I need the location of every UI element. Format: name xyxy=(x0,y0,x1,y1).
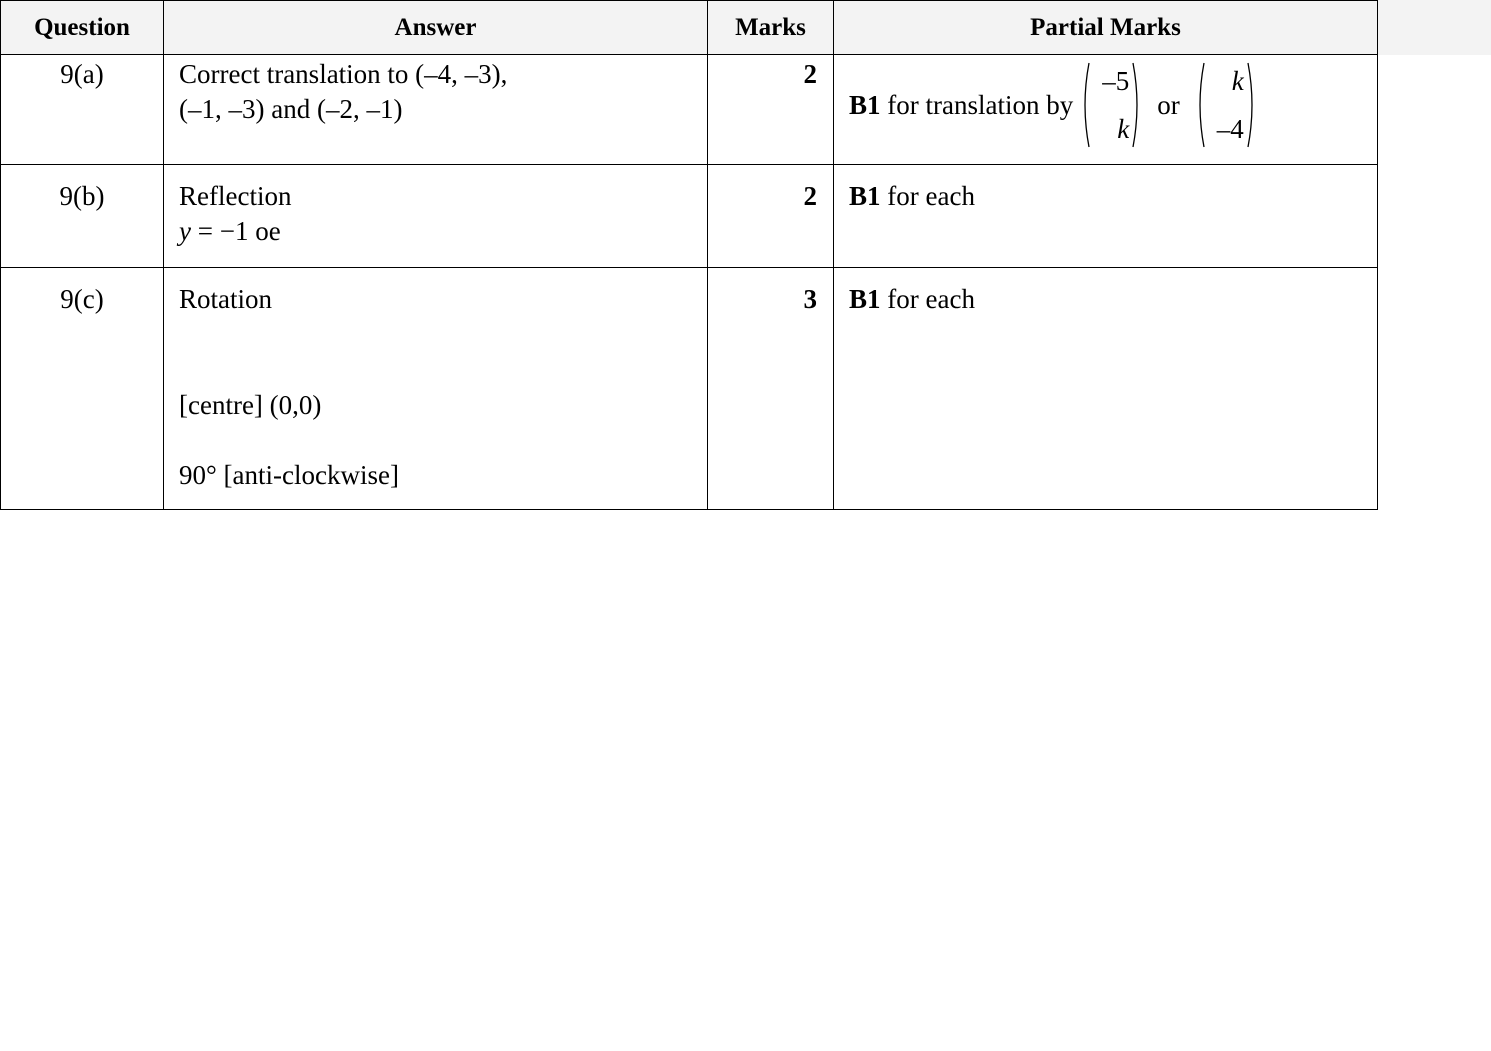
answer-equation-rest: = −1 oe xyxy=(190,216,281,246)
answer-line: [centre] (0,0) xyxy=(179,390,322,420)
column-vector xyxy=(1079,61,1143,149)
answer-variable: y xyxy=(179,216,191,246)
marks-cell xyxy=(708,268,834,510)
mark-scheme-table xyxy=(0,0,1378,510)
partial-marks-cell xyxy=(834,268,1378,510)
answer-line: 90° [anti-clockwise] xyxy=(179,460,399,490)
question-cell xyxy=(1,55,164,165)
question-number: 9(b) xyxy=(59,181,105,211)
column-vector xyxy=(1194,61,1258,149)
header-marks: Marks xyxy=(708,1,834,55)
partial-text: for each xyxy=(887,284,975,314)
answer-line-equation xyxy=(179,214,707,249)
header-partial-marks: Partial Marks xyxy=(834,1,1378,55)
vector-top: –5 xyxy=(1102,66,1130,96)
answer-line: Reflection xyxy=(179,181,292,211)
table-row xyxy=(1,55,1378,165)
answer-cell xyxy=(164,268,708,510)
question-cell xyxy=(1,268,164,510)
question-number: 9(c) xyxy=(60,284,104,314)
right-parenthesis-icon xyxy=(1246,61,1258,149)
partial-text: for translation by xyxy=(887,89,1074,120)
left-parenthesis-icon xyxy=(1079,61,1091,149)
partial-marks-cell xyxy=(834,55,1378,165)
question-number: 9(a) xyxy=(60,59,104,89)
marks-value: 2 xyxy=(803,181,817,211)
marks-value: 3 xyxy=(803,284,817,314)
marks-cell xyxy=(708,55,834,165)
left-parenthesis-icon xyxy=(1194,61,1206,149)
vector-bottom: k xyxy=(1117,114,1130,144)
marks-cell xyxy=(708,165,834,268)
answer-line: Correct translation to (–4, –3), xyxy=(179,59,508,89)
mark-code: B1 xyxy=(849,181,881,211)
header-question: Question xyxy=(1,1,164,55)
table-row xyxy=(1,268,1378,510)
connector-word: or xyxy=(1157,89,1180,120)
marks-value: 2 xyxy=(803,59,817,89)
partial-text: for each xyxy=(887,181,975,211)
header-row xyxy=(1,1,1378,55)
right-parenthesis-icon xyxy=(1131,61,1143,149)
answer-line: (–1, –3) and (–2, –1) xyxy=(179,94,403,124)
answer-cell xyxy=(164,55,708,165)
answer-cell xyxy=(164,165,708,268)
question-cell xyxy=(1,165,164,268)
partial-marks-cell xyxy=(834,165,1378,268)
vector-top: k xyxy=(1231,66,1244,96)
mark-code: B1 xyxy=(849,284,881,314)
vector-bottom: –4 xyxy=(1216,114,1244,144)
mark-code: B1 xyxy=(849,89,881,120)
table-row xyxy=(1,165,1378,268)
header-answer: Answer xyxy=(164,1,708,55)
answer-line: Rotation xyxy=(179,284,272,314)
